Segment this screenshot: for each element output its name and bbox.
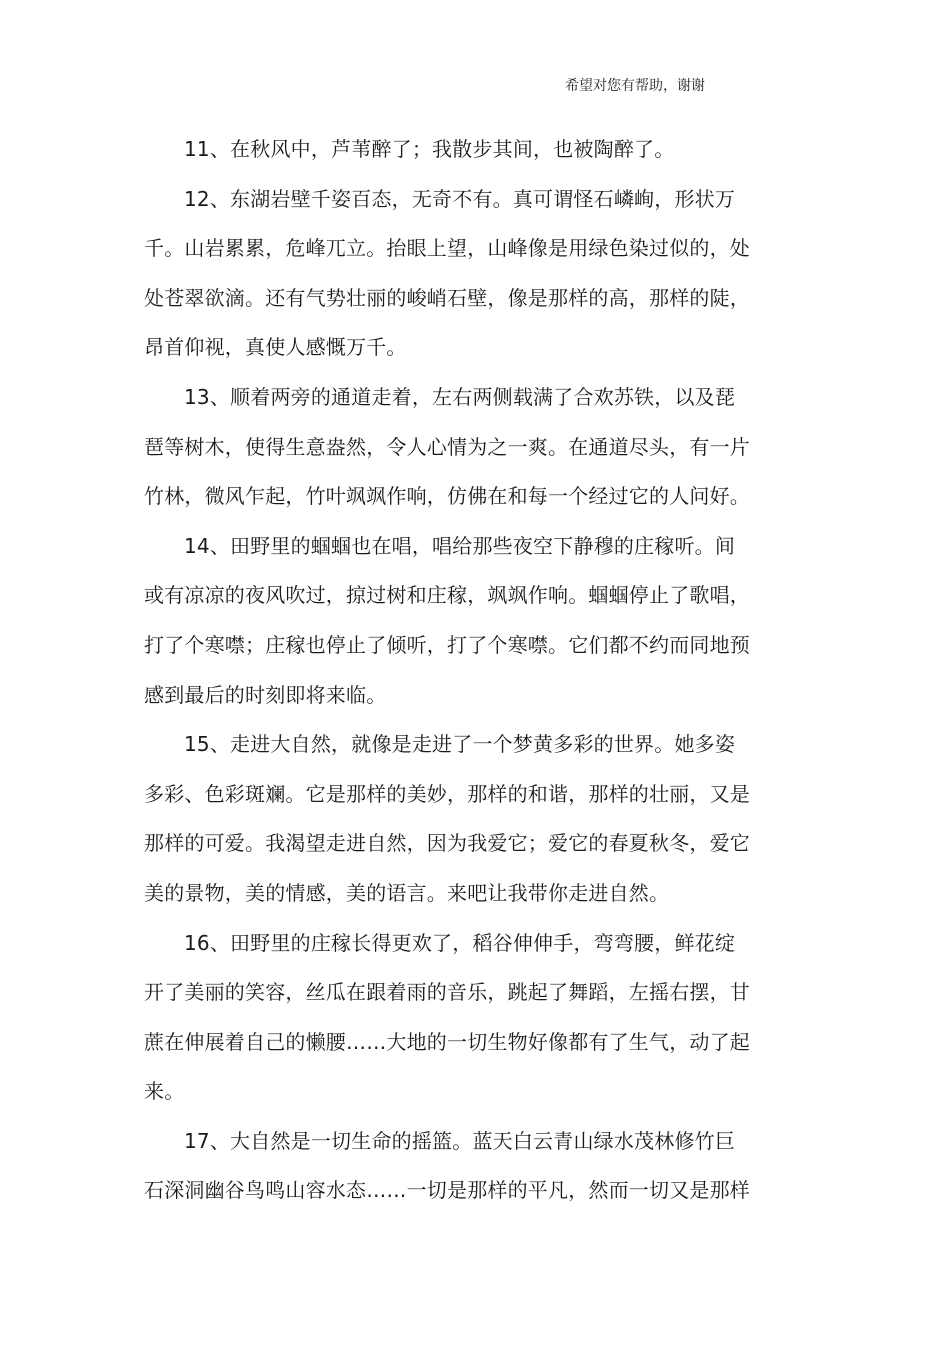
document-body [144,125,772,1216]
paragraph-14-line-4: 感到最后的时刻即将来临。 [144,682,387,707]
paragraph-15-line-3: 那样的可爱。我渴望走进自然，因为我爱它；爱它的春夏秋冬，爱它 [144,831,750,856]
paragraph-12-line-2: 千。山岩累累，危峰兀立。抬眼上望，山峰像是用绿色染过似的，处 [144,236,750,261]
paragraph-15-line-1: 15、走进大自然，就像是走进了一个梦黄多彩的世界。她多姿 [184,732,736,757]
paragraph-13-line-3: 竹林，微风乍起，竹叶飒飒作响，仿佛在和每一个经过它的人问好。 [144,484,750,509]
paragraph-12-line-4: 昂首仰视，真使人感慨万千。 [144,335,407,360]
paragraph-12-line-1: 12、东湖岩壁千姿百态，无奇不有。真可谓怪石嶙峋，形状万 [184,186,736,211]
paragraph-15-line-4: 美的景物，美的情感，美的语言。来吧让我带你走进自然。 [144,880,670,905]
paragraph-16-line-4: 来。 [144,1079,185,1104]
paragraph-11-line-1: 11、在秋风中，芦苇醉了；我散步其间，也被陶醉了。 [184,137,675,161]
header-note: 希望对您有帮助，谢谢 [565,78,705,94]
paragraph-15-line-2: 多彩、色彩斑斓。它是那样的美妙，那样的和谐，那样的壮丽，又是 [144,781,750,806]
paragraph-17-line-1: 17、大自然是一切生命的摇篮。蓝天白云青山绿水茂林修竹巨 [184,1128,736,1153]
paragraph-12-line-3: 处苍翠欲滴。还有气势壮丽的峻峭石壁，像是那样的高，那样的陡， [144,285,750,310]
paragraph-16-line-3: 蔗在伸展着自己的懒腰……大地的一切生物好像都有了生气，动了起 [144,1029,750,1054]
paragraph-16-line-1: 16、田野里的庄稼长得更欢了，稻谷伸伸手，弯弯腰，鲜花绽 [184,930,736,955]
paragraph-14-line-1: 14、田野里的蝈蝈也在唱，唱给那些夜空下静穆的庄稼听。间 [184,533,736,558]
paragraph-13-line-2: 琶等树木，使得生意盎然，令人心情为之一爽。在通道尽头，有一片 [144,434,750,459]
paragraph-14-line-2: 或有凉凉的夜风吹过，掠过树和庄稼，飒飒作响。蝈蝈停止了歌唱， [144,583,750,608]
paragraph-14-line-3: 打了个寒噤；庄稼也停止了倾听，打了个寒噤。它们都不约而同地预 [144,632,750,657]
paragraph-13-line-1: 13、顺着两旁的通道走着，左右两侧载满了合欢苏铁，以及琵 [184,384,736,409]
paragraph-17-line-2: 石深洞幽谷鸟鸣山容水态……一切是那样的平凡，然而一切又是那样 [144,1178,750,1203]
paragraph-16-line-2: 开了美丽的笑容，丝瓜在跟着雨的音乐，跳起了舞蹈，左摇右摆，甘 [144,980,750,1005]
